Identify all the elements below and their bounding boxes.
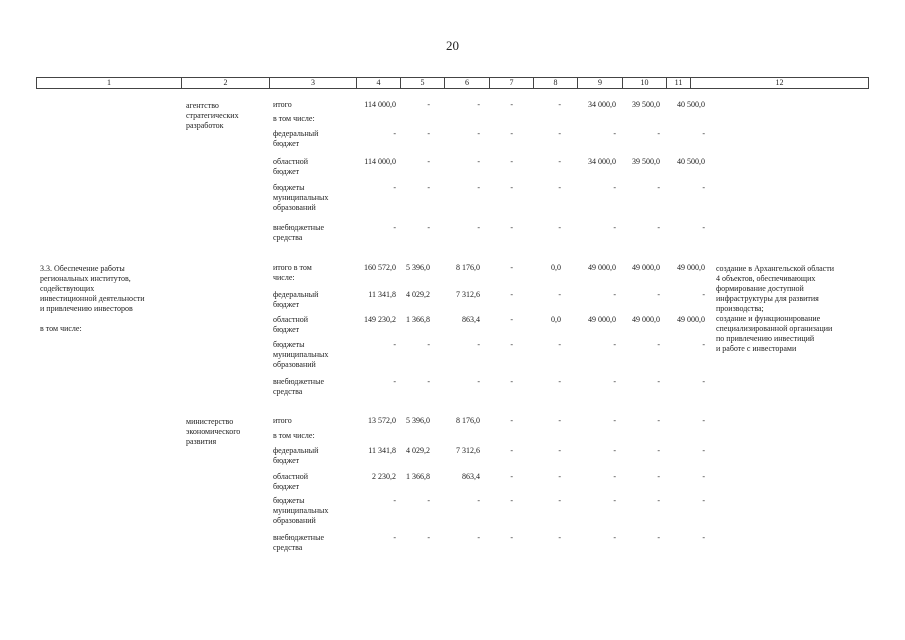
amount-cell: - — [613, 377, 616, 386]
funding-source-label: федеральный бюджет — [273, 290, 319, 309]
amount-cell: 1 366,8 — [406, 472, 430, 481]
funding-source-label: в том числе: — [273, 114, 315, 123]
amount-cell: - — [613, 223, 616, 232]
amount-cell: - — [558, 416, 561, 425]
amount-cell: - — [477, 100, 480, 109]
amount-cell: - — [510, 129, 513, 138]
amount-cell: 39 500,0 — [632, 100, 660, 109]
funding-source-label: федеральный бюджет — [273, 446, 319, 465]
amount-cell: 49 000,0 — [632, 263, 660, 272]
amount-cell: - — [558, 129, 561, 138]
amount-cell: - — [558, 472, 561, 481]
amount-cell: 5 396,0 — [406, 416, 430, 425]
amount-cell: 114 000,0 — [364, 100, 396, 109]
amount-cell: 160 572,0 — [364, 263, 396, 272]
amount-cell: - — [427, 533, 430, 542]
amount-cell: - — [427, 496, 430, 505]
amount-cell: - — [427, 129, 430, 138]
header-cell: 11 — [667, 78, 691, 89]
amount-cell: - — [657, 183, 660, 192]
funding-source-label: итого — [273, 100, 292, 109]
amount-cell: - — [510, 472, 513, 481]
amount-cell: - — [702, 496, 705, 505]
header-cell: 7 — [490, 78, 534, 89]
funding-source-label: бюджеты муниципальных образований — [273, 183, 329, 212]
amount-cell: - — [613, 472, 616, 481]
amount-cell: - — [657, 377, 660, 386]
amount-cell: - — [393, 129, 396, 138]
amount-cell: - — [427, 377, 430, 386]
amount-cell: 49 000,0 — [677, 263, 705, 272]
amount-cell: 2 230,2 — [372, 472, 396, 481]
amount-cell: - — [558, 377, 561, 386]
amount-cell: - — [702, 446, 705, 455]
amount-cell: - — [558, 183, 561, 192]
amount-cell: - — [613, 290, 616, 299]
amount-cell: - — [477, 496, 480, 505]
amount-cell: 13 572,0 — [368, 416, 396, 425]
amount-cell: 114 000,0 — [364, 157, 396, 166]
amount-cell: - — [510, 340, 513, 349]
amount-cell: - — [702, 377, 705, 386]
amount-cell: - — [657, 340, 660, 349]
measure-name: 3.3. Обеспечение работы региональных институтов, содействующих инвестиционной деятельности и привлечению инвесторов в том числе: — [40, 264, 145, 333]
amount-cell: - — [427, 223, 430, 232]
amount-cell: 49 000,0 — [588, 263, 616, 272]
amount-cell: 11 341,8 — [368, 290, 396, 299]
funding-source-label: бюджеты муниципальных образований — [273, 496, 329, 525]
amount-cell: - — [613, 183, 616, 192]
amount-cell: - — [510, 496, 513, 505]
amount-cell: - — [613, 416, 616, 425]
amount-cell: 0,0 — [551, 263, 561, 272]
amount-cell: 0,0 — [551, 315, 561, 324]
amount-cell: 11 341,8 — [368, 446, 396, 455]
amount-cell: - — [393, 183, 396, 192]
executor-name: министерство экономического развития — [186, 417, 241, 446]
amount-cell: - — [613, 496, 616, 505]
amount-cell: - — [477, 377, 480, 386]
amount-cell: - — [477, 157, 480, 166]
amount-cell: - — [558, 100, 561, 109]
amount-cell: - — [613, 340, 616, 349]
amount-cell: 7 312,6 — [456, 446, 480, 455]
amount-cell: - — [510, 315, 513, 324]
amount-cell: - — [393, 223, 396, 232]
amount-cell: - — [702, 290, 705, 299]
amount-cell: 34 000,0 — [588, 157, 616, 166]
amount-cell: 49 000,0 — [632, 315, 660, 324]
amount-cell: - — [510, 223, 513, 232]
amount-cell: - — [558, 223, 561, 232]
header-cell: 10 — [623, 78, 667, 89]
amount-cell: - — [657, 129, 660, 138]
funding-source-label: областной бюджет — [273, 472, 309, 491]
amount-cell: - — [427, 100, 430, 109]
amount-cell: - — [702, 533, 705, 542]
amount-cell: - — [702, 416, 705, 425]
amount-cell: - — [702, 183, 705, 192]
amount-cell: 4 029,2 — [406, 446, 430, 455]
amount-cell: - — [558, 157, 561, 166]
amount-cell: - — [657, 446, 660, 455]
amount-cell: - — [558, 446, 561, 455]
amount-cell: - — [427, 340, 430, 349]
header-cell: 6 — [445, 78, 490, 89]
header-cell: 5 — [401, 78, 445, 89]
funding-source-label: областной бюджет — [273, 157, 309, 176]
amount-cell: - — [393, 377, 396, 386]
amount-cell: 4 029,2 — [406, 290, 430, 299]
amount-cell: 149 230,2 — [364, 315, 396, 324]
amount-cell: - — [510, 183, 513, 192]
amount-cell: - — [613, 129, 616, 138]
amount-cell: - — [510, 533, 513, 542]
amount-cell: 8 176,0 — [456, 263, 480, 272]
amount-cell: 49 000,0 — [588, 315, 616, 324]
amount-cell: - — [510, 416, 513, 425]
funding-source-label: итого — [273, 416, 292, 425]
amount-cell: - — [510, 157, 513, 166]
amount-cell: - — [558, 496, 561, 505]
amount-cell: - — [657, 496, 660, 505]
amount-cell: - — [393, 340, 396, 349]
funding-source-label: федеральный бюджет — [273, 129, 319, 148]
header-cell: 3 — [270, 78, 357, 89]
amount-cell: - — [613, 446, 616, 455]
amount-cell: - — [510, 446, 513, 455]
executor-name: агентство стратегических разработок — [186, 101, 239, 130]
funding-source-label: внебюджетные средства — [273, 533, 324, 552]
funding-source-label: внебюджетные средства — [273, 377, 324, 396]
amount-cell: - — [477, 223, 480, 232]
amount-cell: - — [510, 100, 513, 109]
amount-cell: - — [657, 290, 660, 299]
amount-cell: - — [477, 340, 480, 349]
amount-cell: 1 366,8 — [406, 315, 430, 324]
amount-cell: 863,4 — [462, 315, 480, 324]
amount-cell: 34 000,0 — [588, 100, 616, 109]
amount-cell: 39 500,0 — [632, 157, 660, 166]
header-cell: 4 — [357, 78, 401, 89]
amount-cell: - — [510, 263, 513, 272]
amount-cell: - — [657, 223, 660, 232]
amount-cell: - — [477, 183, 480, 192]
amount-cell: 40 500,0 — [677, 100, 705, 109]
amount-cell: - — [613, 533, 616, 542]
amount-cell: - — [657, 533, 660, 542]
amount-cell: - — [477, 533, 480, 542]
amount-cell: 49 000,0 — [677, 315, 705, 324]
amount-cell: 40 500,0 — [677, 157, 705, 166]
amount-cell: - — [427, 157, 430, 166]
amount-cell: 5 396,0 — [406, 263, 430, 272]
amount-cell: - — [657, 416, 660, 425]
amount-cell: - — [427, 183, 430, 192]
funding-source-label: бюджеты муниципальных образований — [273, 340, 329, 369]
amount-cell: - — [702, 472, 705, 481]
amount-cell: 863,4 — [462, 472, 480, 481]
amount-cell: 7 312,6 — [456, 290, 480, 299]
page-number: 20 — [446, 38, 459, 53]
amount-cell: - — [558, 533, 561, 542]
amount-cell: - — [510, 377, 513, 386]
funding-source-label: областной бюджет — [273, 315, 309, 334]
amount-cell: - — [558, 290, 561, 299]
header-cell: 1 — [37, 78, 182, 89]
amount-cell: - — [510, 290, 513, 299]
amount-cell: - — [393, 533, 396, 542]
amount-cell: - — [657, 472, 660, 481]
expected-result: создание в Архангельской области 4 объектов, обеспечивающих формирование доступной инфраструктуры для развития производства; создание и функционирование специализированной организации по привлечению инвестиций и работе с инвесторами — [716, 264, 835, 353]
column-header-row — [36, 77, 869, 89]
funding-source-label: внебюджетные средства — [273, 223, 324, 242]
header-cell: 8 — [534, 78, 578, 89]
amount-cell: - — [477, 129, 480, 138]
header-cell: 9 — [578, 78, 623, 89]
header-cell: 12 — [691, 78, 869, 89]
amount-cell: - — [558, 340, 561, 349]
funding-source-label: в том числе: — [273, 431, 315, 440]
amount-cell: - — [702, 340, 705, 349]
funding-source-label: итого в том числе: — [273, 263, 312, 282]
amount-cell: - — [702, 223, 705, 232]
amount-cell: - — [702, 129, 705, 138]
header-cell: 2 — [182, 78, 270, 89]
amount-cell: - — [393, 496, 396, 505]
amount-cell: 8 176,0 — [456, 416, 480, 425]
